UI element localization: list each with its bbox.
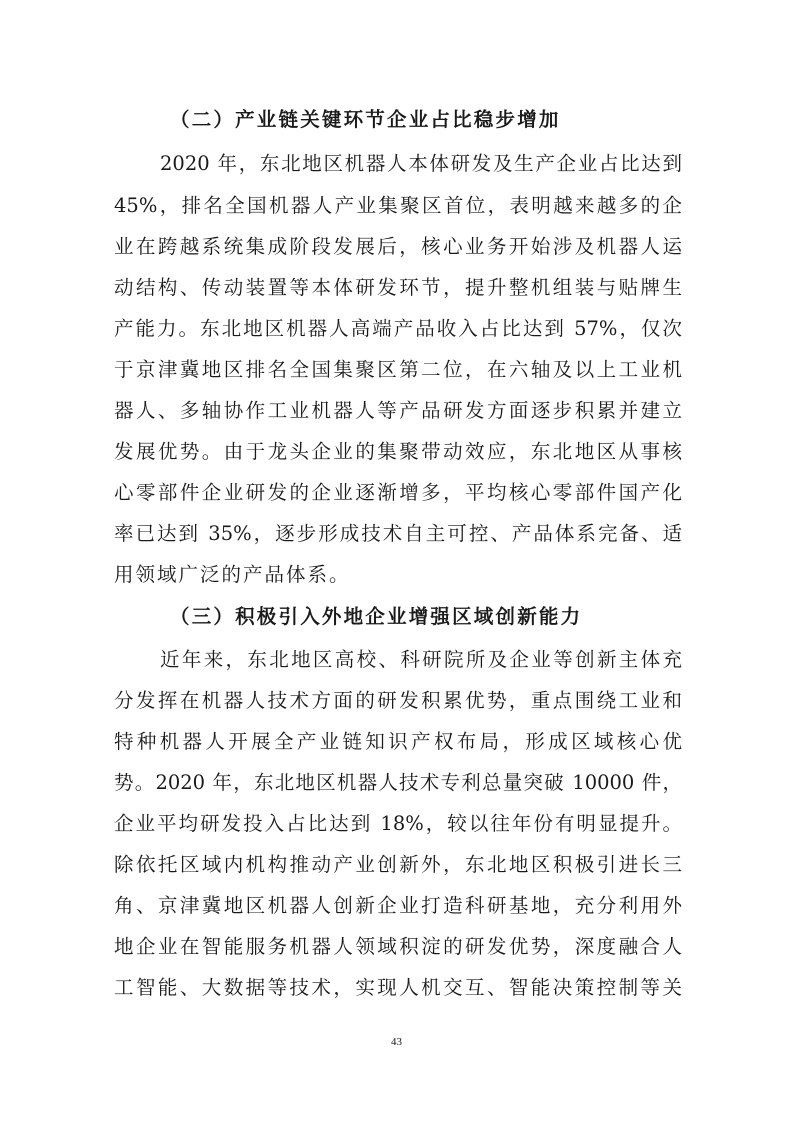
paragraph-line: 分发挥在机器人技术方面的研发积累优势，重点围绕工业和 bbox=[114, 689, 682, 712]
paragraph-line: 特种机器人开展全产业链知识产权布局，形成区域核心优 bbox=[114, 730, 682, 753]
paragraph-line: 业在跨越系统集成阶段发展后，核心业务开始涉及机器人运 bbox=[114, 235, 682, 258]
page-number: 43 bbox=[391, 1036, 402, 1048]
paragraph-line: 2020 年，东北地区机器人本体研发及生产企业占比达到 bbox=[160, 152, 682, 175]
paragraph-line: 角、京津冀地区机器人创新企业打造科研基地，充分利用外 bbox=[114, 894, 682, 917]
paragraph-line: 心零部件企业研发的企业逐渐增多，平均核心零部件国产化 bbox=[114, 481, 682, 504]
paragraph-line: 产能力。东北地区机器人高端产品收入占比达到 57%，仅次 bbox=[114, 317, 682, 340]
paragraph-line: 45%，排名全国机器人产业集聚区首位，表明越来越多的企 bbox=[114, 194, 682, 217]
paragraph-line: 企业平均研发投入占比达到 18%，较以往年份有明显提升。 bbox=[114, 812, 682, 835]
paragraph-line: 器人、多轴协作工业机器人等产品研发方面逐步积累并建立 bbox=[114, 399, 682, 422]
section-heading-3: （三）积极引入外地企业增强区域创新能力 bbox=[170, 605, 583, 628]
paragraph-line: 除依托区域内机构推动产业创新外，东北地区积极引进长三 bbox=[114, 853, 682, 876]
paragraph-line: 工智能、大数据等技术，实现人机交互、智能决策控制等关 bbox=[114, 976, 682, 999]
paragraph-line: 于京津冀地区排名全国集聚区第二位，在六轴及以上工业机 bbox=[114, 358, 682, 381]
paragraph-line: 用领域广泛的产品体系。 bbox=[114, 563, 351, 586]
paragraph-line: 近年来，东北地区高校、科研院所及企业等创新主体充 bbox=[160, 648, 682, 671]
paragraph-line: 势。2020 年，东北地区机器人技术专利总量突破 10000 件， bbox=[114, 771, 682, 794]
paragraph-line: 率已达到 35%，逐步形成技术自主可控、产品体系完备、适 bbox=[114, 522, 682, 545]
paragraph-line: 动结构、传动装置等本体研发环节，提升整机组装与贴牌生 bbox=[114, 276, 682, 299]
paragraph-line: 地企业在智能服务机器人领域积淀的研发优势，深度融合人 bbox=[114, 935, 682, 958]
section-heading-2: （二）产业链关键环节企业占比稳步增加 bbox=[170, 108, 561, 131]
paragraph-line: 发展优势。由于龙头企业的集聚带动效应，东北地区从事核 bbox=[114, 440, 682, 463]
